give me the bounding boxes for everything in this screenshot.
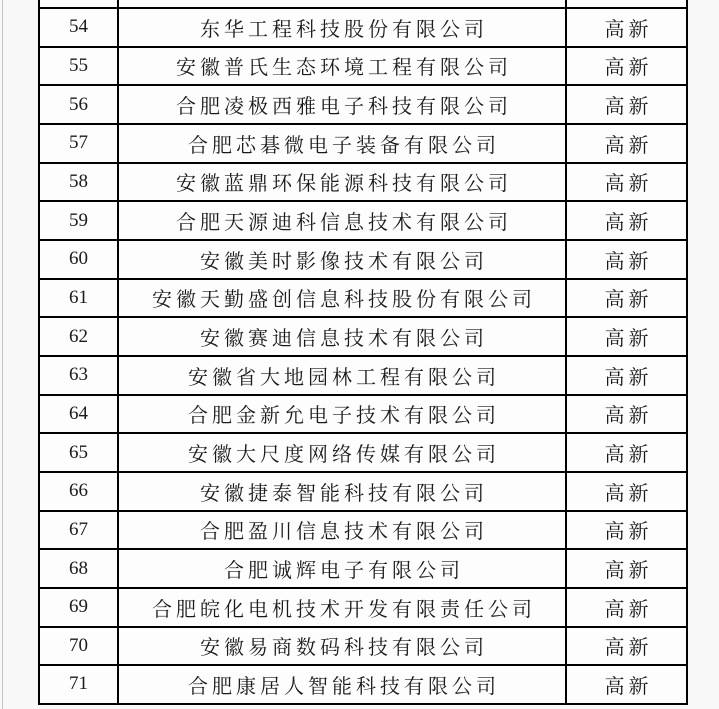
company-name: 安徽蓝鼎环保能源科技有限公司 — [176, 173, 512, 196]
status-cell — [565, 0, 688, 7]
company-name: 合肥凌极西雅电子科技有限公司 — [176, 96, 512, 119]
company-name: 安徽易商数码科技有限公司 — [200, 637, 488, 660]
status-cell — [565, 9, 688, 46]
table-row — [38, 48, 688, 87]
company-name-cell — [117, 434, 565, 471]
row-number-cell — [38, 280, 117, 317]
company-name: 合肥皖化电机技术开发有限责任公司 — [152, 598, 536, 621]
status-cell — [565, 589, 688, 626]
company-name-cell — [117, 589, 565, 626]
company-name: 合肥诚辉电子有限公司 — [224, 560, 464, 583]
status-label: 高新 — [604, 521, 653, 544]
page-edge-line — [2, 0, 3, 709]
company-name: 合肥天源迪科信息技术有限公司 — [176, 212, 512, 235]
company-name-cell — [117, 48, 565, 85]
company-name-cell — [117, 0, 565, 7]
table-row — [38, 628, 688, 667]
row-number: 69 — [69, 596, 88, 618]
status-cell — [565, 396, 688, 433]
row-number-cell — [38, 125, 117, 162]
row-number-cell — [38, 86, 117, 123]
status-label: 高新 — [604, 212, 653, 235]
status-label: 高新 — [604, 444, 653, 467]
company-name-cell — [117, 86, 565, 123]
row-number-cell — [38, 164, 117, 201]
table-row — [38, 280, 688, 319]
status-cell — [565, 550, 688, 587]
company-name-cell — [117, 473, 565, 510]
status-cell — [565, 125, 688, 162]
company-name-cell — [117, 125, 565, 162]
company-name: 合肥盈川信息技术有限公司 — [200, 521, 488, 544]
row-number-cell — [38, 357, 117, 394]
company-name: 安徽省大地园林工程有限公司 — [188, 366, 500, 389]
status-cell — [565, 280, 688, 317]
company-name: 安徽赛迪信息技术有限公司 — [200, 328, 488, 351]
status-label: 高新 — [604, 57, 653, 80]
status-label: 高新 — [604, 405, 653, 428]
table-row — [38, 86, 688, 125]
row-number: 60 — [69, 248, 88, 270]
row-number: 62 — [69, 325, 88, 347]
status-cell — [565, 318, 688, 355]
status-label: 高新 — [604, 637, 653, 660]
company-name-cell — [117, 396, 565, 433]
status-cell — [565, 202, 688, 239]
row-number-cell — [38, 628, 117, 665]
table-row — [38, 164, 688, 203]
status-cell — [565, 628, 688, 665]
company-name-cell — [117, 318, 565, 355]
company-name: 合肥金新允电子技术有限公司 — [188, 405, 500, 428]
status-label: 高新 — [604, 289, 653, 312]
status-label: 高新 — [604, 598, 653, 621]
company-name-cell — [117, 280, 565, 317]
row-number: 55 — [69, 54, 88, 76]
company-name: 安徽大尺度网络传媒有限公司 — [188, 444, 500, 467]
row-number: 59 — [69, 209, 88, 231]
status-label: 高新 — [604, 250, 653, 273]
row-number-cell — [38, 48, 117, 85]
table-row — [38, 357, 688, 396]
row-number-cell — [38, 434, 117, 471]
row-number-cell — [38, 318, 117, 355]
table-row — [38, 318, 688, 357]
row-number-cell — [38, 396, 117, 433]
row-number: 57 — [69, 132, 88, 154]
row-number: 64 — [69, 402, 88, 424]
row-number-cell — [38, 589, 117, 626]
table-row — [38, 125, 688, 164]
row-number: 65 — [69, 441, 88, 463]
row-number: 56 — [69, 93, 88, 115]
company-name-cell — [117, 512, 565, 549]
company-name: 合肥芯碁微电子装备有限公司 — [188, 134, 500, 157]
company-name-cell — [117, 9, 565, 46]
row-number-cell — [38, 473, 117, 510]
row-number: 61 — [69, 286, 88, 308]
status-cell — [565, 434, 688, 471]
table-row — [38, 9, 688, 48]
status-label: 高新 — [604, 96, 653, 119]
row-number: 63 — [69, 364, 88, 386]
row-number: 54 — [69, 16, 88, 38]
company-name: 安徽普氏生态环境工程有限公司 — [176, 57, 512, 80]
table-row — [38, 473, 688, 512]
company-name: 合肥康居人智能科技有限公司 — [188, 675, 500, 698]
row-number-cell — [38, 0, 117, 7]
status-label: 高新 — [604, 134, 653, 157]
status-label: 高新 — [604, 560, 653, 583]
status-label: 高新 — [604, 482, 653, 505]
company-name: 东华工程科技股份有限公司 — [200, 18, 488, 41]
table-row — [38, 396, 688, 435]
row-number-cell — [38, 202, 117, 239]
row-number-cell — [38, 512, 117, 549]
row-number: 67 — [69, 518, 88, 540]
table-row — [38, 434, 688, 473]
table-row — [38, 666, 688, 705]
status-cell — [565, 666, 688, 703]
table-row — [38, 512, 688, 551]
row-number-cell — [38, 9, 117, 46]
status-cell — [565, 357, 688, 394]
status-label: 高新 — [604, 366, 653, 389]
table-row — [38, 241, 688, 280]
table-row — [38, 202, 688, 241]
row-number: 68 — [69, 557, 88, 579]
table-row — [38, 589, 688, 628]
company-name: 安徽美时影像技术有限公司 — [200, 250, 488, 273]
company-name-cell — [117, 164, 565, 201]
company-name-cell — [117, 628, 565, 665]
table-row-partial — [38, 0, 688, 9]
status-label: 高新 — [604, 18, 653, 41]
row-number-cell — [38, 241, 117, 278]
status-cell — [565, 512, 688, 549]
status-cell — [565, 164, 688, 201]
row-number: 66 — [69, 480, 88, 502]
status-label: 高新 — [604, 675, 653, 698]
company-name-cell — [117, 241, 565, 278]
company-name-cell — [117, 550, 565, 587]
company-name-cell — [117, 357, 565, 394]
company-name: 安徽捷泰智能科技有限公司 — [200, 482, 488, 505]
row-number-cell — [38, 666, 117, 703]
company-name: 安徽天勤盛创信息科技股份有限公司 — [152, 289, 536, 312]
status-cell — [565, 86, 688, 123]
company-name-cell — [117, 666, 565, 703]
row-number: 58 — [69, 170, 88, 192]
company-name-cell — [117, 202, 565, 239]
row-number: 70 — [69, 634, 88, 656]
status-cell — [565, 241, 688, 278]
status-label: 高新 — [604, 328, 653, 351]
company-table — [38, 0, 688, 705]
row-number: 71 — [69, 673, 88, 695]
row-number-cell — [38, 550, 117, 587]
status-cell — [565, 473, 688, 510]
status-label: 高新 — [604, 173, 653, 196]
status-cell — [565, 48, 688, 85]
table-row — [38, 550, 688, 589]
